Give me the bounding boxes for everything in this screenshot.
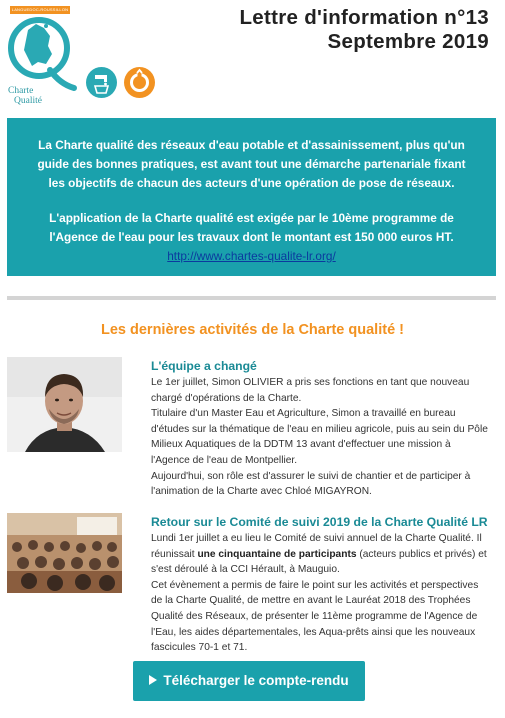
intro-paragraph: La Charte qualité des réseaux d'eau potable et d'assainissement, plus qu'un guide des bonnes pratiques, est avant tout une démarche partenariale fixant les objectifs de chacun des acteurs d'une opération de pose de réseaux.: [37, 138, 466, 190]
recycle-ring-icon: [124, 67, 155, 98]
download-report-button[interactable]: Télécharger le compte-rendu: [133, 661, 365, 701]
newsletter-title: Lettre d'information n°13 Septembre 2019: [239, 6, 489, 53]
article-paragraph: Aujourd'hui, son rôle est d'assurer le suivi de chantier et de participer à l'animation de la Charte avec Chloé MIGAYRON.: [151, 470, 471, 498]
section-divider: [7, 296, 496, 300]
meeting-photo: [7, 513, 122, 593]
article-steering-committee: [151, 514, 491, 656]
participants-highlight: une cinquantaine de participants: [197, 548, 357, 560]
article-heading: L'équipe a changé: [151, 359, 257, 373]
charte-qualite-logo: [6, 6, 78, 106]
article-paragraph: Cet évènement a permis de faire le point sur les activités et perspectives de la Charte Qualité, de mettre en avant le Lauréat 2018 des Trophées Qualité des Réseaux, de présenter le 11ème programme de l'Agence de l'Eau, les aides départementales, les Aqua-prêts ainsi que les nouveaux fascicules 70-1 et 71.: [151, 579, 479, 654]
article-team-change: [151, 358, 491, 500]
article-paragraph: Titulaire d'un Master Eau et Agriculture, Simon a travaillé en bureau d'études sur la thématique de l'eau en milieu agricole, puis au sein du Pôle Milieux Aquatiques de la DDTM 13 avant d'effectuer une mission à l'Agence de l'eau de Montpellier.: [151, 408, 488, 466]
intro-info-box: [7, 118, 496, 276]
newsletter-header: [0, 0, 505, 110]
portrait-photo: [7, 357, 122, 452]
logo-region-band: LANGUEDOC-ROUSSILLON: [11, 7, 69, 12]
article-heading: Retour sur le Comité de suivi 2019 de la Charte Qualité LR: [151, 515, 488, 529]
section-title: Les dernières activités de la Charte qualité !: [100, 322, 404, 338]
website-link[interactable]: http://www.chartes-qualite-lr.org/: [167, 249, 336, 263]
logo-wordmark: Charte Qualité: [8, 86, 42, 106]
article-paragraph: Le 1er juillet, Simon OLIVIER a pris ses fonctions en tant que nouveau chargé d'opérations de la Charte.: [151, 377, 470, 404]
water-tap-icon: [86, 67, 117, 98]
requirement-paragraph: L'application de la Charte qualité est exigée par le 10ème programme de l'Agence de l'eau pour les travaux dont le montant est 150 000 euros HT.: [49, 211, 454, 244]
article-paragraph: Lundi 1er juillet a eu lieu le Comité de suivi annuel de la Charte Qualité. Il réunissait une cinquantaine de participants (acteurs publics et privés) et s'est déroulé à la CCI Hérault, à Mauguio.: [151, 533, 487, 576]
play-arrow-icon: [149, 675, 157, 685]
